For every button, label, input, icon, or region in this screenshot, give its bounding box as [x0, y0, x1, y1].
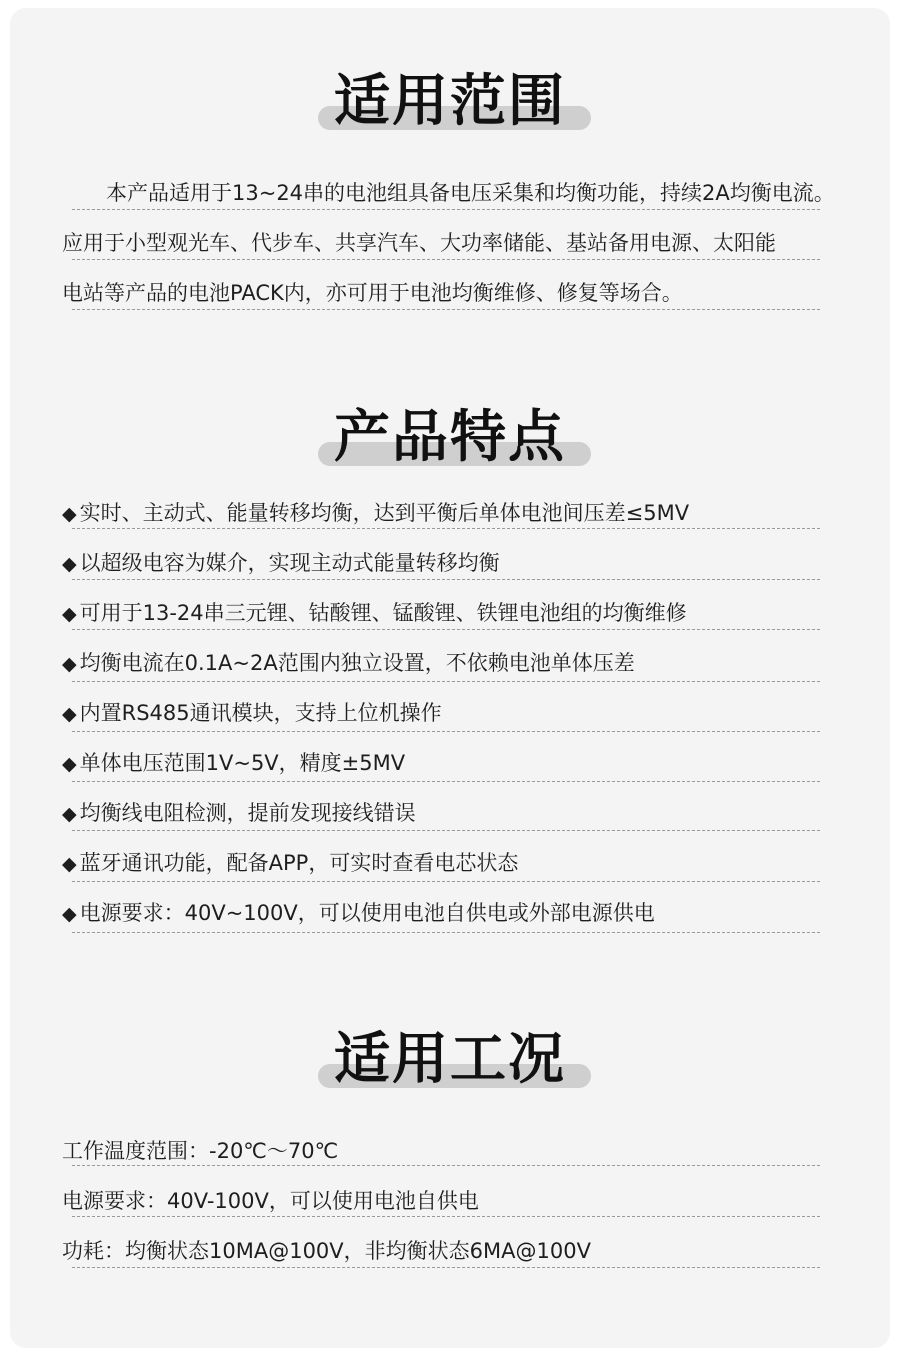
conditions-line-2: 电源要求：40V-100V，可以使用电池自供电	[62, 1189, 479, 1213]
feature-item-9: ◆ 电源要求：40V~100V，可以使用电池自供电或外部电源供电	[62, 901, 655, 925]
dashed-divider	[72, 309, 820, 310]
feature-item-8: ◆ 蓝牙通讯功能，配备APP，可实时查看电芯状态	[62, 851, 519, 875]
diamond-bullet-icon: ◆	[62, 653, 77, 675]
scope-line-2: 应用于小型观光车、代步车、共享汽车、大功率储能、基站备用电源、太阳能	[62, 231, 776, 255]
feature-item-2: ◆ 以超级电容为媒介，实现主动式能量转移均衡	[62, 551, 500, 575]
dashed-divider	[72, 1216, 820, 1217]
diamond-bullet-icon: ◆	[62, 503, 77, 525]
dashed-divider	[72, 528, 820, 529]
dashed-divider	[72, 881, 820, 882]
dashed-divider	[72, 932, 820, 933]
content-card	[10, 8, 890, 1348]
dashed-divider	[72, 1267, 820, 1268]
conditions-line-3: 功耗：均衡状态10MA@100V，非均衡状态6MA@100V	[62, 1239, 591, 1263]
scope-title: 适用范围	[334, 69, 566, 134]
dashed-divider	[72, 731, 820, 732]
conditions-heading	[10, 1026, 890, 1106]
conditions-line-1: 工作温度范围：-20℃～70℃	[62, 1139, 339, 1163]
scope-heading	[10, 68, 890, 148]
feature-item-5: ◆ 内置RS485通讯模块，支持上位机操作	[62, 701, 442, 725]
dashed-divider	[72, 781, 820, 782]
diamond-bullet-icon: ◆	[62, 903, 77, 925]
features-title: 产品特点	[334, 405, 566, 470]
dashed-divider	[72, 1165, 820, 1166]
diamond-bullet-icon: ◆	[62, 803, 77, 825]
diamond-bullet-icon: ◆	[62, 753, 77, 775]
feature-item-4: ◆ 均衡电流在0.1A~2A范围内独立设置，不依赖电池单体压差	[62, 651, 635, 675]
dashed-divider	[72, 629, 820, 630]
conditions-title: 适用工况	[334, 1027, 566, 1092]
diamond-bullet-icon: ◆	[62, 603, 77, 625]
diamond-bullet-icon: ◆	[62, 703, 77, 725]
dashed-divider	[72, 259, 820, 260]
dashed-divider	[72, 579, 820, 580]
scope-line-3: 电站等产品的电池PACK内，亦可用于电池均衡维修、修复等场合。	[62, 281, 683, 305]
feature-item-6: ◆ 单体电压范围1V~5V，精度±5MV	[62, 751, 406, 775]
diamond-bullet-icon: ◆	[62, 853, 77, 875]
dashed-divider	[72, 830, 820, 831]
features-heading	[10, 404, 890, 484]
diamond-bullet-icon: ◆	[62, 553, 77, 575]
dashed-divider	[72, 681, 820, 682]
dashed-divider	[72, 209, 820, 210]
feature-item-3: ◆ 可用于13-24串三元锂、钴酸锂、锰酸锂、铁锂电池组的均衡维修	[62, 601, 687, 625]
feature-item-1: ◆ 实时、主动式、能量转移均衡，达到平衡后单体电池间压差≤5MV	[62, 501, 690, 525]
scope-line-1: 本产品适用于13~24串的电池组具备电压采集和均衡功能，持续2A均衡电流。	[106, 181, 835, 205]
feature-item-7: ◆ 均衡线电阻检测，提前发现接线错误	[62, 801, 416, 825]
